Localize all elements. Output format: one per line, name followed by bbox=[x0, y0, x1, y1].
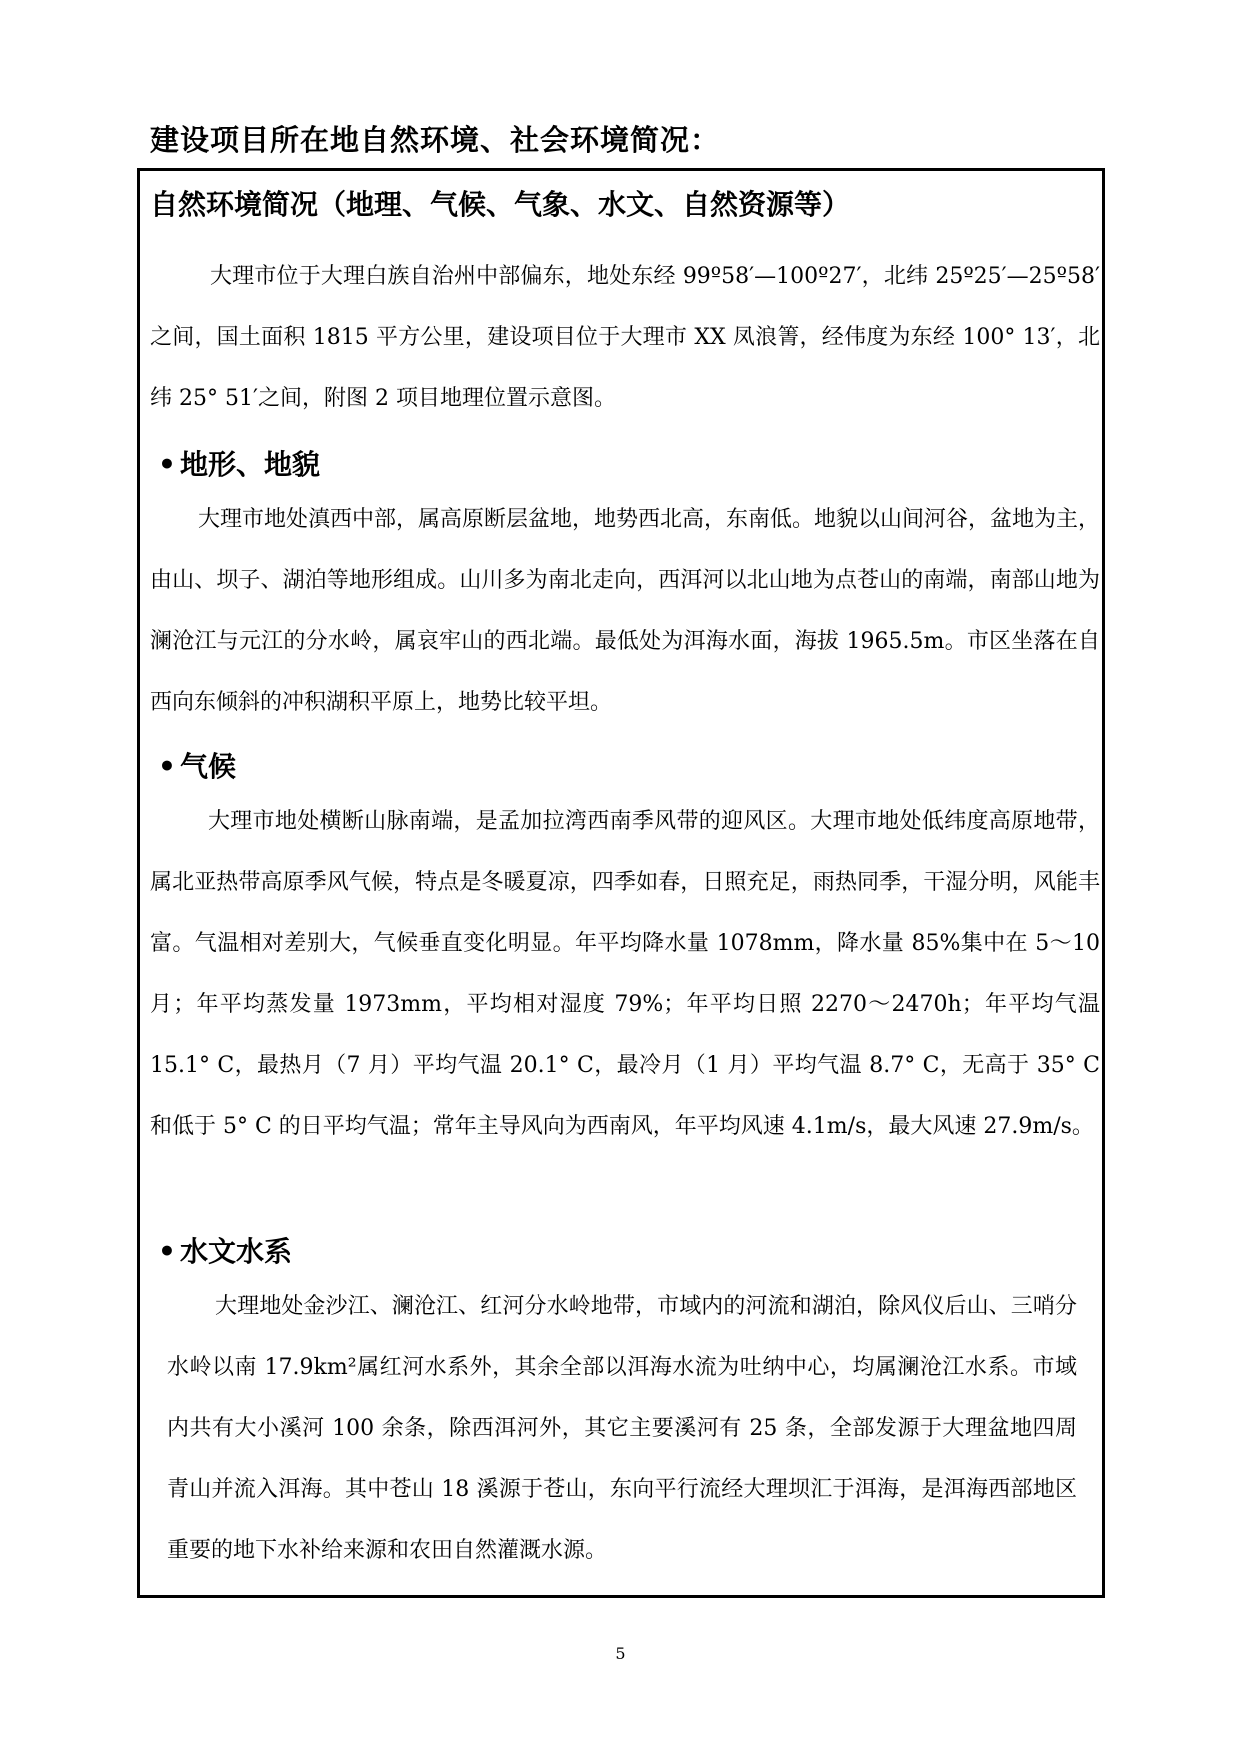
natural-environment-title: 自然环境简况（地理、气候、气象、水文、自然资源等） bbox=[150, 188, 851, 221]
bullet-marker: • bbox=[158, 750, 176, 783]
section-heading-hydrology bbox=[158, 1230, 292, 1270]
section-title-hydrology: 水文水系 bbox=[180, 1235, 293, 1268]
section-title-terrain: 地形、地貌 bbox=[180, 448, 321, 481]
bullet-marker: • bbox=[158, 1235, 176, 1268]
page-number: 5 bbox=[615, 1644, 626, 1663]
section-heading-climate bbox=[158, 745, 236, 785]
section-heading-terrain bbox=[158, 443, 320, 483]
bullet-marker: • bbox=[158, 448, 176, 481]
page-heading: 建设项目所在地自然环境、社会环境简况： bbox=[150, 123, 721, 157]
climate-paragraph: 大理市地处横断山脉南端，是孟加拉湾西南季风带的迎风区。大理市地处低纬度高原地带，属北亚热带高原季风气候，特点是冬暖夏凉，四季如春，日照充足，雨热同季，干湿分明，风能丰富。气温相对差别大，气候垂直变化明显。年平均降水量 1078mm，降水量 85%集中在 5～10 月；年平均蒸发量 1973mm，平均相对湿度 79%；年平均日照 2270～2470h；年平均气温 15.1° C，最热月（7 月）平均气温 20.1° C，最冷月（1 月）平均气温 8.7° C，无高于 35° C 和低于 5° C 的日平均气温；常年主导风向为西南风，年平均风速 4.1m/s，最大风速 27.9m/s。 bbox=[150, 809, 1100, 1139]
hydrology-paragraph: 大理地处金沙江、澜沧江、红河分水岭地带，市域内的河流和湖泊，除风仪后山、三哨分水岭以南 17.9km²属红河水系外，其余全部以洱海水流为吐纳中心，均属澜沧江水系。市域内共有大小溪河 100 余条，除西洱河外，其它主要溪河有 25 条，全部发源于大理盆地四周青山并流入洱海。其中苍山 18 溪源于苍山，东向平行流经大理坝汇于洱海，是洱海西部地区重要的地下水补给来源和农田自然灌溉水源。 bbox=[167, 1294, 1077, 1563]
intro-paragraph: 大理市位于大理白族自治州中部偏东，地处东经 99º58′—100º27′，北纬 25º25′—25º58′之间，国土面积 1815 平方公里，建设项目位于大理市 XX 凤浪箐，经伟度为东经 100° 13′，北纬 25° 51′之间，附图 2 项目地理位置示意图。 bbox=[150, 264, 1100, 411]
section-title-climate: 气候 bbox=[180, 750, 237, 783]
terrain-paragraph: 大理市地处滇西中部，属高原断层盆地，地势西北高，东南低。地貌以山间河谷，盆地为主，由山、坝子、湖泊等地形组成。山川多为南北走向，西洱河以北山地为点苍山的南端，南部山地为澜沧江与元江的分水岭，属哀牢山的西北端。最低处为洱海水面，海拔 1965.5m。市区坐落在自西向东倾斜的冲积湖积平原上，地势比较平坦。 bbox=[150, 507, 1101, 715]
